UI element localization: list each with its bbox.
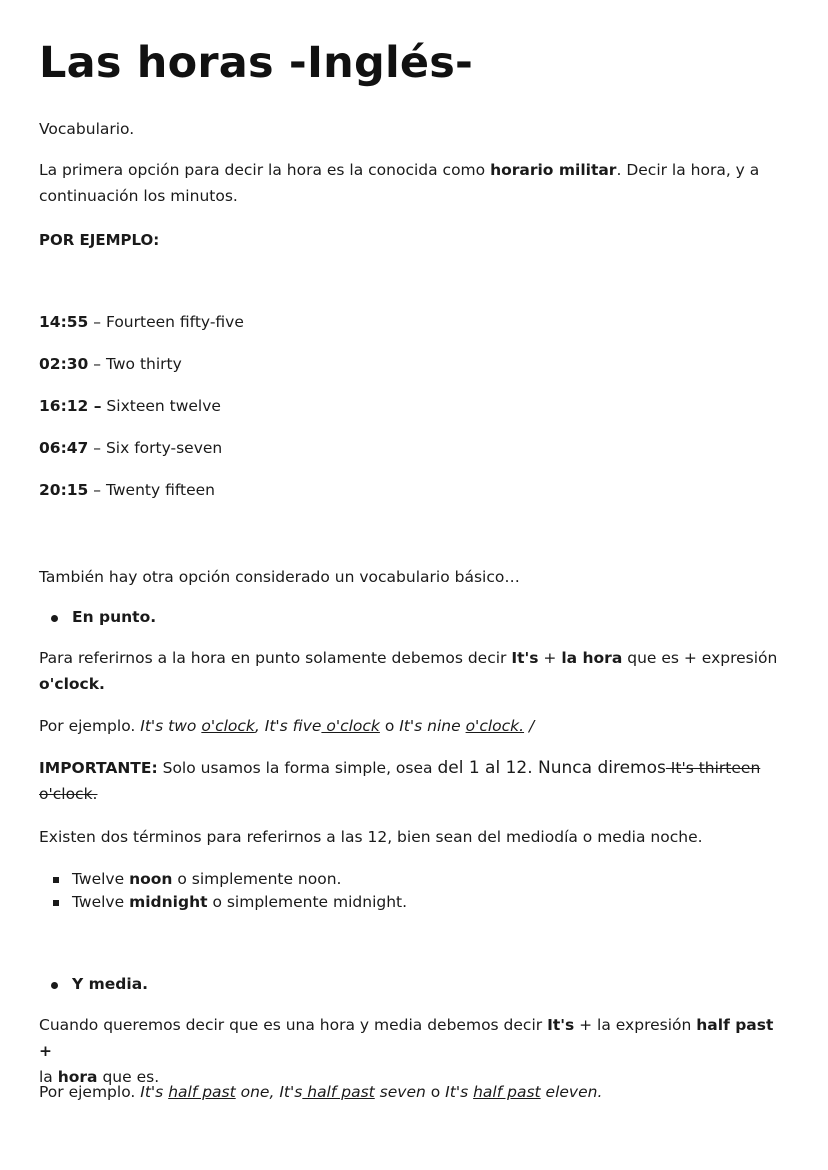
intro-text: Vocabulario. xyxy=(39,120,135,138)
bullet-icon xyxy=(51,982,58,989)
en-punto-description: Para referirnos a la hora en punto solamente debemos decir It's + la hora que es + expresión o'clock. xyxy=(39,649,778,693)
military-time-paragraph: La primera opción para decir la hora es la conocida como horario militar. Decir la hora, y a continuación los minutos. xyxy=(39,161,760,205)
y-media-example: Por ejemplo. It's half past one, It's half past seven o It's half past eleven. xyxy=(39,1083,603,1101)
section-heading-y-media: Y media. xyxy=(72,975,149,993)
square-bullet-icon xyxy=(53,900,59,906)
section-heading-en-punto: En punto. xyxy=(72,608,157,626)
basic-vocabulary-paragraph: También hay otra opción considerado un vocabulario básico… xyxy=(39,568,520,586)
example-row: 02:30 – Two thirty xyxy=(39,355,182,373)
example-heading: POR EJEMPLO: xyxy=(39,231,160,249)
en-punto-example: Por ejemplo. It's two o'clock, It's five o'clock o It's nine o'clock. / xyxy=(39,717,535,735)
twelve-terms-paragraph: Existen dos términos para referirnos a las 12, bien sean del mediodía o media noche. xyxy=(39,828,703,846)
example-row: 14:55 – Fourteen fifty-five xyxy=(39,313,244,331)
important-note: IMPORTANTE: Solo usamos la forma simple, osea del 1 al 12. Nunca diremos It's thirteen o'clock. xyxy=(39,758,761,803)
list-item: Twelve noon o simplemente noon. xyxy=(72,870,342,888)
square-bullet-icon xyxy=(53,877,59,883)
example-row: 20:15 – Twenty fifteen xyxy=(39,481,215,499)
list-item: Twelve midnight o simplemente midnight. xyxy=(72,893,408,911)
example-row: 16:12 – Sixteen twelve xyxy=(39,397,221,415)
example-row: 06:47 – Six forty-seven xyxy=(39,439,223,457)
y-media-description: Cuando queremos decir que es una hora y media debemos decir It's + la expresión half past + la hora que es. xyxy=(39,1016,774,1086)
bullet-icon xyxy=(51,615,58,622)
page-title: Las horas -Inglés- xyxy=(39,38,474,88)
